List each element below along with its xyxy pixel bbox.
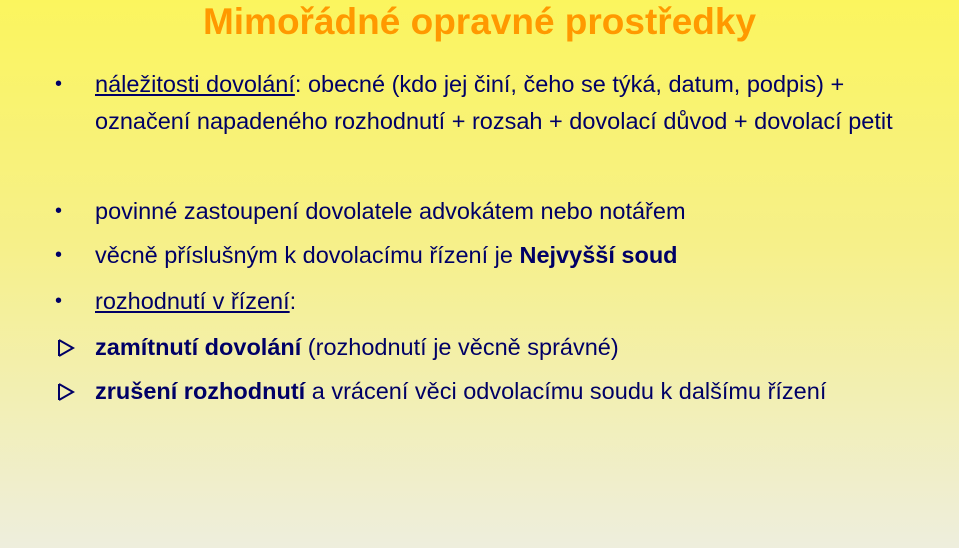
bold-term: zamítnutí dovolání bbox=[95, 334, 302, 360]
bullet-item-jurisdiction bbox=[55, 237, 935, 274]
item-text: a vrácení věci odvolacímu soudu k dalšímu řízení bbox=[305, 378, 827, 404]
item-text: : bbox=[289, 288, 297, 314]
bullet-item-decisions bbox=[55, 283, 935, 320]
item-text: : obecné (kdo jej činí, čeho se týká, datum, podpis) + označení napadeného rozhodnutí + rozsah + dovolací důvod + dovolací petit bbox=[95, 71, 893, 134]
underlined-term: náležitosti dovolání bbox=[95, 71, 295, 97]
bullet-dot: • bbox=[55, 73, 63, 95]
bold-term: zrušení rozhodnutí bbox=[95, 378, 306, 404]
bullet-item-dovolani-requirements bbox=[55, 66, 935, 140]
arrow-bullet-icon bbox=[57, 383, 75, 401]
bullet-dot: • bbox=[55, 290, 63, 312]
underlined-term: rozhodnutí v řízení bbox=[95, 288, 290, 314]
item-text: věcně příslušným k dovolacímu řízení je bbox=[95, 242, 520, 268]
item-text: (rozhodnutí je věcně správné) bbox=[301, 334, 619, 360]
bold-term: Nejvyšší soud bbox=[519, 242, 678, 268]
bullet-item-representation bbox=[55, 193, 935, 230]
bullet-dot: • bbox=[55, 200, 63, 222]
slide-title: Mimořádné opravné prostředky bbox=[202, 1, 757, 42]
item-text: povinné zastoupení dovolatele advokátem nebo notářem bbox=[95, 198, 686, 224]
arrow-item-annulment bbox=[95, 373, 935, 410]
bullet-dot: • bbox=[55, 244, 63, 266]
arrow-bullet-icon bbox=[57, 339, 75, 357]
arrow-item-rejection bbox=[95, 329, 935, 366]
